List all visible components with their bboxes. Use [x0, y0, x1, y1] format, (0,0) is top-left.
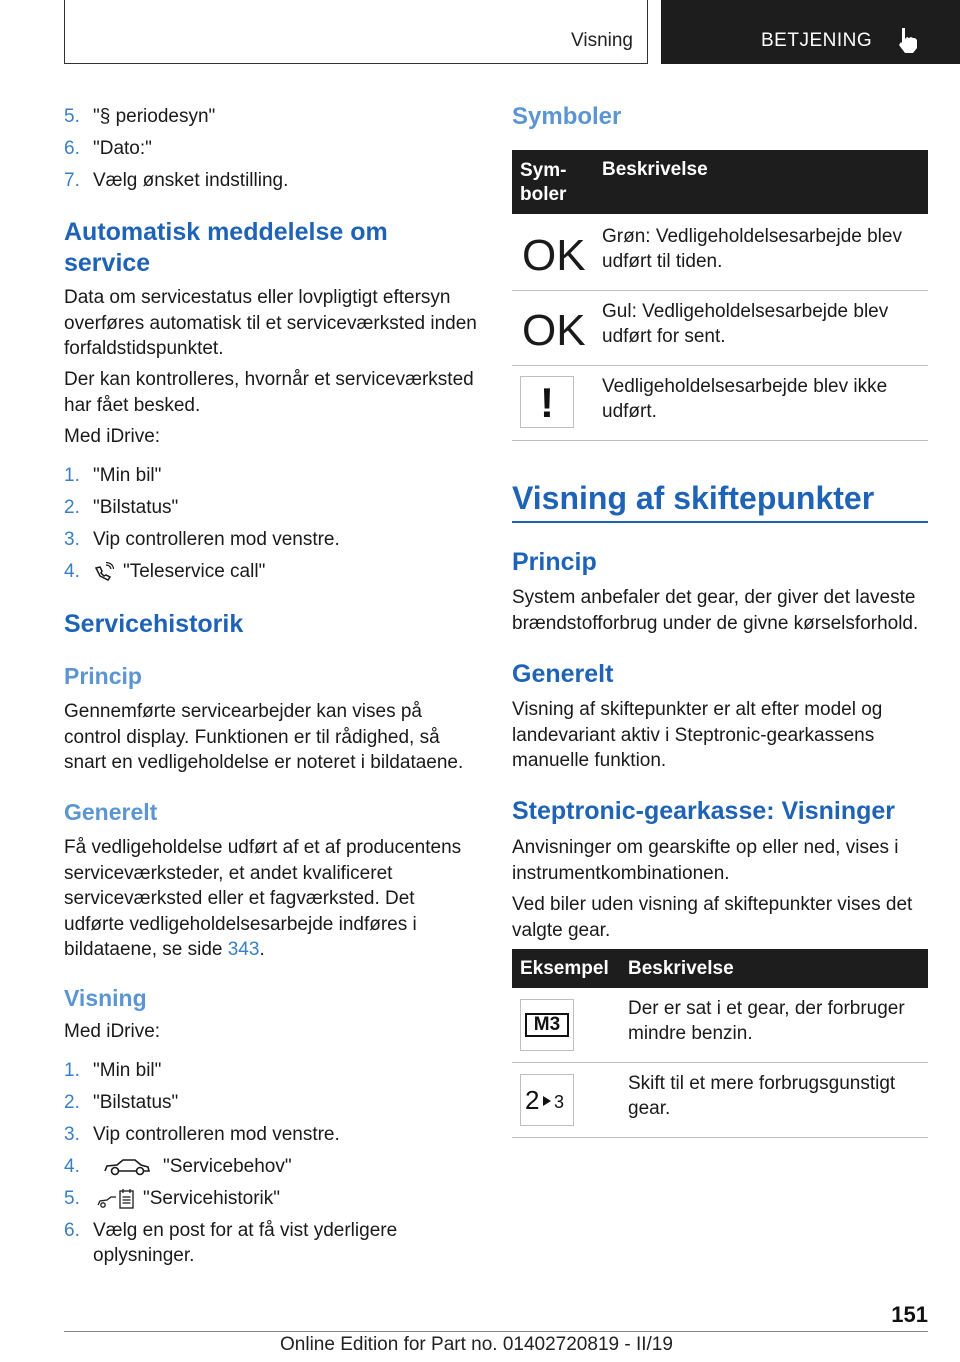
- history-general-text: [64, 835, 474, 963]
- history-general-text-end: .: [259, 939, 265, 960]
- header-section-box: [64, 0, 648, 64]
- warning-exclamation-icon: [520, 376, 574, 428]
- list-text: [93, 1186, 480, 1211]
- shift-general-heading: Generelt: [512, 660, 614, 688]
- page-reference-link[interactable]: 343: [227, 939, 260, 960]
- example-description: Der er sat i et gear, der forbruger mindre benzin.: [628, 998, 905, 1044]
- shift-general-text: Visning af skiftepunkter er alt efter model og landevariant aktiv i Steptronic-gearkassens manuelle funktion.: [512, 699, 883, 771]
- list-number: 4.: [64, 561, 80, 582]
- shift-up-indicator-icon: [520, 1074, 574, 1126]
- shift-principle-text: System anbefaler det gear, der giver det laveste brændstofforbrug under de givne kørselsforhold.: [512, 587, 919, 634]
- list-text: Vip controlleren mod venstre.: [93, 529, 340, 550]
- header-chapter-box: [661, 0, 960, 64]
- ok-symbol-text: OK: [522, 306, 586, 355]
- steptronic-paragraph-2: Ved biler uden visning af skiftepunkter vises det valgte gear.: [512, 894, 913, 941]
- list-text: "Bilstatus": [93, 497, 179, 518]
- shift-arrow-icon: [543, 1096, 551, 1106]
- gear-from-label: 2: [525, 1085, 540, 1115]
- gear-to-label: 3: [554, 1092, 565, 1112]
- list-number: 3.: [64, 529, 80, 550]
- list-number: 2.: [64, 497, 80, 518]
- table-row-divider: [512, 440, 928, 441]
- table-row-divider: [512, 290, 928, 291]
- list-number: 2.: [64, 1092, 80, 1113]
- auto-service-heading: Automatisk meddelelse om service: [64, 218, 388, 277]
- page-number: 151: [891, 1302, 928, 1327]
- ok-green-icon: [522, 231, 586, 280]
- list-text: "Bilstatus": [93, 1092, 179, 1113]
- list-number: 3.: [64, 1124, 80, 1145]
- hand-pointer-icon: [896, 26, 922, 54]
- list-text-label: "Teleservice call": [123, 561, 266, 582]
- history-view-intro: Med iDrive:: [64, 1021, 161, 1042]
- ok-symbol-text: OK: [522, 231, 586, 280]
- list-text: "Min bil": [93, 465, 162, 486]
- table-row-divider: [512, 1062, 928, 1063]
- telephone-service-icon: [93, 562, 115, 582]
- list-number: 6.: [64, 1220, 80, 1241]
- symbol-description: Grøn: Vedligeholdelsesarbejde blev udført til tiden.: [602, 226, 902, 272]
- symbols-col-heading: Sym-boler: [520, 160, 567, 205]
- steptronic-paragraph-1: Anvisninger om gearskifte op eller ned, vises i instrumentkombinationen.: [512, 837, 899, 884]
- example-col-heading: Eksempel: [520, 958, 609, 979]
- list-text: [93, 559, 480, 584]
- symbols-heading: Symboler: [512, 103, 622, 130]
- description-col-heading: Beskrivelse: [602, 159, 708, 180]
- auto-service-paragraph-1: Data om servicestatus eller lovpligtigt eftersyn overføres automatisk til et serviceværksted inden forfaldstidspunktet.: [64, 287, 477, 359]
- steptronic-heading: Steptronic-gearkasse: Visninger: [512, 797, 896, 825]
- auto-service-paragraph-3: Med iDrive:: [64, 426, 161, 447]
- list-text: "§ periodesyn": [93, 106, 216, 127]
- gear-m3-label: M3: [525, 1013, 569, 1037]
- ok-yellow-icon: [522, 306, 586, 355]
- list-number: 4.: [64, 1156, 80, 1177]
- table-row-divider: [512, 1137, 928, 1138]
- list-text: Vip controlleren mod venstre.: [93, 1124, 340, 1145]
- list-text: "Dato:": [93, 138, 152, 159]
- example-description: Skift til et mere forbrugsgunstigt gear.: [628, 1073, 896, 1119]
- list-number: 6.: [64, 138, 80, 159]
- exclamation-glyph: !: [540, 379, 554, 426]
- car-icon: [103, 1156, 151, 1178]
- symbol-description: Vedligeholdelsesarbejde blev ikke udført.: [602, 376, 888, 422]
- table-row-divider: [512, 365, 928, 366]
- history-principle-heading: Princip: [64, 663, 142, 689]
- description-col-heading: Beskrivelse: [628, 958, 734, 979]
- footer-edition: Online Edition for Part no. 01402720819 - II/19: [280, 1334, 673, 1355]
- list-text: [93, 1154, 480, 1179]
- list-text-label: "Servicebehov": [163, 1156, 292, 1177]
- history-principle-text: Gennemførte servicearbejder kan vises på control display. Funktionen er til rådighed, så snart en vedligeholdelse er noteret i bildataene.: [64, 701, 464, 773]
- header-chapter-label: BETJENING: [761, 30, 873, 51]
- header-section-label: Visning: [571, 30, 633, 51]
- footer-divider: [64, 1331, 928, 1332]
- list-number: 5.: [64, 1188, 80, 1209]
- list-number: 1.: [64, 465, 80, 486]
- symbols-table-header: [512, 150, 928, 214]
- history-general-heading: Generelt: [64, 799, 158, 825]
- symbol-description: Gul: Vedligeholdelsesarbejde blev udført for sent.: [602, 301, 889, 347]
- list-text: Vælg en post for at få vist yderligere oplysninger.: [93, 1220, 398, 1266]
- history-general-text-body: Få vedligeholdelse udført af et af producentens serviceværksteder, et andet kvalificeret serviceværksted eller et fagværksted. Det udførte vedligeholdelsesarbejde indføres i bildataene, se side: [64, 837, 462, 960]
- list-number: 1.: [64, 1060, 80, 1081]
- list-text-label: "Servicehistorik": [143, 1188, 281, 1209]
- service-history-icon: [97, 1188, 135, 1210]
- shift-principle-heading: Princip: [512, 548, 597, 576]
- gear-m3-icon: [520, 999, 574, 1051]
- list-number: 5.: [64, 106, 80, 127]
- history-view-heading: Visning: [64, 985, 147, 1011]
- list-text: "Min bil": [93, 1060, 162, 1081]
- auto-service-paragraph-2: Der kan kontrolleres, hvornår et serviceværksted har fået besked.: [64, 369, 474, 416]
- list-text: Vælg ønsket indstilling.: [93, 170, 289, 191]
- shift-points-heading: Visning af skiftepunkter: [512, 480, 875, 516]
- service-history-heading: Servicehistorik: [64, 610, 244, 638]
- example-table-header: [512, 949, 928, 988]
- heading-underline: [512, 521, 928, 523]
- list-number: 7.: [64, 170, 80, 191]
